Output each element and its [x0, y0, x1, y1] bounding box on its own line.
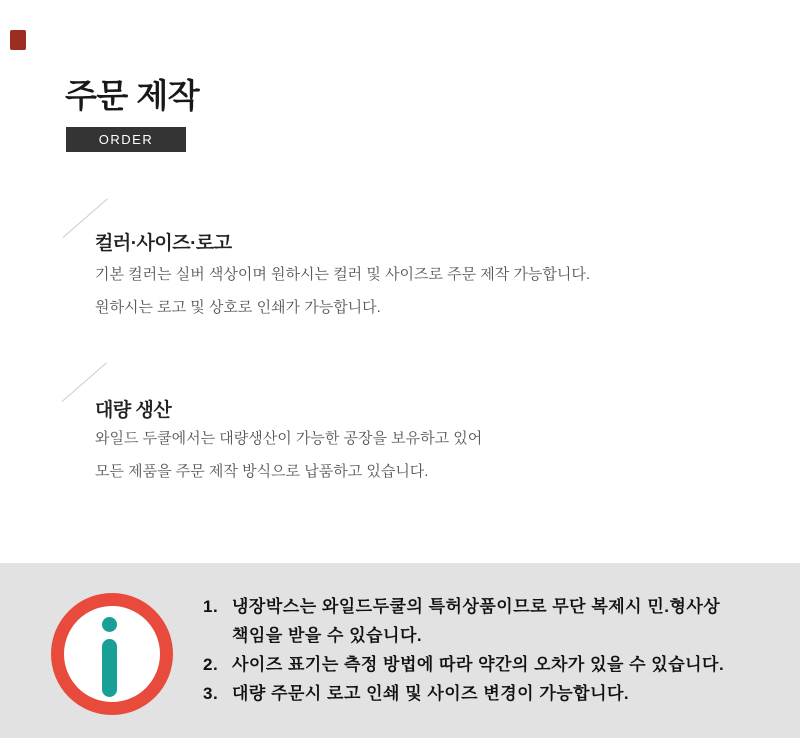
- notice-panel: [0, 563, 800, 738]
- section-text: 와일드 두쿨에서는 대량생산이 가능한 공장을 보유하고 있어: [95, 430, 483, 447]
- page-title: 주문 제작: [65, 77, 200, 114]
- info-icon-bar: [102, 639, 117, 697]
- notice-item-text: 사이즈 표기는 측정 방법에 따라 약간의 오차가 있을 수 있습니다.: [232, 655, 725, 674]
- notice-item: [203, 679, 788, 708]
- section-heading-mass-production: 대량 생산: [95, 400, 172, 421]
- section-text: 모든 제품을 주문 제작 방식으로 납품하고 있습니다.: [95, 463, 429, 480]
- notice-item: [203, 592, 788, 650]
- section-text: 원하시는 로고 및 상호로 인쇄가 가능합니다.: [95, 299, 381, 316]
- notice-item-number: 1.: [203, 597, 219, 616]
- notice-item-text: 냉장박스는 와일드두쿨의 특허상품이므로 무단 복제시 민.형사상: [232, 597, 721, 616]
- info-icon-dot: [102, 617, 117, 632]
- notice-item: [203, 650, 788, 679]
- notice-item-number: 3.: [203, 684, 219, 703]
- section-text: 기본 컬러는 실버 색상이며 원하시는 컬러 및 사이즈로 주문 제작 가능합니다.: [95, 266, 591, 283]
- notice-list: [203, 592, 788, 708]
- broken-image-icon: [10, 30, 26, 50]
- notice-item-text: 대량 주문시 로고 인쇄 및 사이즈 변경이 가능합니다.: [232, 684, 630, 703]
- notice-item-number: 2.: [203, 655, 219, 674]
- section-heading-color-size-logo: 컬러·사이즈·로고: [95, 233, 232, 254]
- notice-item-text: 책임을 받을 수 있습니다.: [232, 626, 423, 645]
- order-badge: ORDER: [66, 127, 186, 152]
